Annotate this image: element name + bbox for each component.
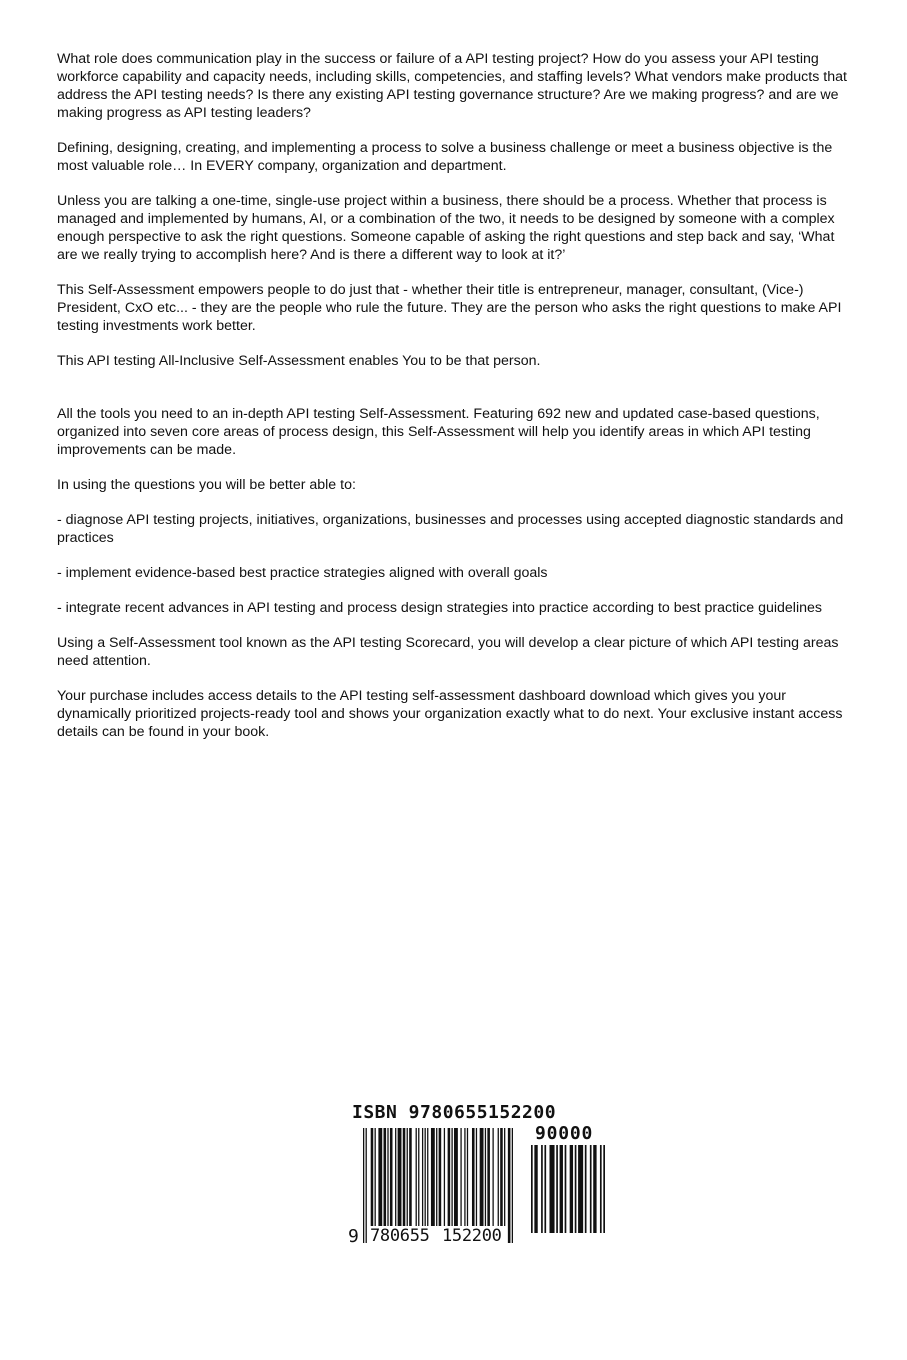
barcode-bar — [375, 1128, 376, 1226]
paragraph-all-the-tools: All the tools you need to an in-depth API testing Self-Assessment. Featuring 692 new and updated case-based questions, organized into seven core areas of process design, this Self-Assessment will help you identify areas in which API testing improvements can be made. — [57, 406, 820, 458]
addon-barcode-bars — [531, 1145, 605, 1233]
barcode-bar — [585, 1145, 587, 1233]
barcode-bar — [500, 1128, 503, 1226]
barcode-bar — [472, 1128, 475, 1226]
barcode-lead-digit: 9 — [348, 1226, 359, 1247]
bullet-diagnose: - diagnose API testing projects, initiatives, organizations, businesses and processes using accepted diagnostic standards and practices — [57, 512, 844, 546]
barcode-bar — [541, 1145, 543, 1233]
paragraph-defining-process: Defining, designing, creating, and implementing a process to solve a business challenge or meet a business objective is the most valuable role… In EVERY company, organization and department. — [57, 140, 833, 174]
barcode-bar — [436, 1128, 437, 1226]
bullet-integrate: - integrate recent advances in API testing and process design strategies into practice according to best practice guidelines — [57, 600, 822, 616]
bullet-implement: - implement evidence-based best practice strategies aligned with overall goals — [57, 565, 548, 581]
barcode-bar — [600, 1145, 602, 1233]
barcode-bar — [431, 1128, 435, 1226]
barcode-bar — [485, 1128, 486, 1226]
paragraph-unless-process: Unless you are talking a one-time, single-use project within a business, there should be a process. Whether that process is managed and implemented by humans, AI, or a combination of the two, it needs to be designed by someone with a complex enough perspective to ask the right questions. Someone capable of asking the right questions and step back and say, ‘What are we really trying to accomplish here? And is there a different way to look at it?’ — [57, 193, 835, 263]
barcode-bar — [407, 1128, 408, 1226]
barcode-bar — [409, 1128, 412, 1226]
barcode-bar — [590, 1145, 592, 1233]
barcode-bar — [508, 1128, 511, 1243]
isbn-barcode — [345, 1102, 610, 1252]
barcode-bar — [603, 1145, 605, 1233]
barcode-bar — [544, 1145, 546, 1233]
addon-digits: 90000 — [535, 1123, 594, 1144]
barcode-bar — [395, 1128, 396, 1226]
isbn-label: ISBN 9780655152200 — [352, 1102, 557, 1123]
barcode-left-digits: 780655 — [370, 1226, 430, 1246]
barcode-bar — [390, 1128, 393, 1226]
barcode-bar — [556, 1145, 558, 1233]
barcode-bar — [444, 1128, 445, 1226]
barcode-bar — [363, 1128, 364, 1243]
barcode-bar — [454, 1128, 458, 1226]
barcode-bar — [560, 1145, 563, 1233]
paragraph-empowers-people: This Self-Assessment empowers people to do just that - whether their title is entrepreneur, manager, consultant, (Vice-) President, CxO etc... - they are the people who rule the future. They are the person who asks the right questions to make API testing investments work better. — [57, 282, 842, 334]
barcode-bar — [425, 1128, 426, 1226]
barcode-bar — [378, 1128, 382, 1226]
barcode-bar — [366, 1128, 367, 1243]
barcode-bar — [439, 1128, 442, 1226]
barcode-bar — [480, 1128, 484, 1226]
barcode-bar — [593, 1145, 596, 1233]
barcode-bar — [498, 1128, 499, 1226]
barcode-bar — [531, 1145, 533, 1233]
barcode-bar — [565, 1145, 567, 1233]
barcode-bar — [467, 1128, 468, 1226]
barcode-bar — [504, 1128, 505, 1226]
barcode-bar — [534, 1145, 537, 1233]
barcode-bar — [578, 1145, 583, 1233]
barcode-bar — [492, 1128, 493, 1226]
barcode-bar — [398, 1128, 402, 1226]
paragraph-purchase-includes: Your purchase includes access details to the API testing self-assessment dashboard download which gives you your dynamically prioritized projects-ready tool and shows your organization exactly what to do next. Your exclusive instant access details can be found in your book. — [57, 688, 843, 740]
barcode-bar — [427, 1128, 428, 1226]
barcode-bar — [575, 1145, 577, 1233]
paragraph-enables-you: This API testing All-Inclusive Self-Assessment enables You to be that person. — [57, 353, 541, 369]
barcode-right-digits: 152200 — [442, 1226, 502, 1246]
barcode-bar — [550, 1145, 555, 1233]
barcode-bar — [487, 1128, 490, 1226]
barcode-bar — [512, 1128, 513, 1243]
barcode-bar — [387, 1128, 388, 1226]
back-cover-text — [57, 50, 847, 758]
barcode-bar — [403, 1128, 406, 1226]
barcode-bar — [460, 1128, 461, 1226]
barcode-bar — [448, 1128, 451, 1226]
paragraph-communication-questions: What role does communication play in the success or failure of a API testing project? How do you assess your API testing workforce capability and capacity needs, including skills, competencies, and staffing levels? What vendors make products that address the API testing needs? Is there any existing API testing governance structure? Are we making progress? and are we making progress as API testing leaders? — [57, 51, 847, 121]
barcode-bar — [476, 1128, 477, 1226]
barcode-bar — [416, 1128, 417, 1226]
barcode-bar — [384, 1128, 387, 1226]
barcode-bar — [570, 1145, 573, 1233]
paragraph-scorecard: Using a Self-Assessment tool known as the API testing Scorecard, you will develop a clear picture of which API testing areas need attention. — [57, 635, 839, 669]
barcode-bar — [464, 1128, 465, 1226]
barcode-bar — [451, 1128, 452, 1226]
paragraph-better-able: In using the questions you will be better able to: — [57, 477, 356, 493]
barcode-bar — [371, 1128, 374, 1226]
